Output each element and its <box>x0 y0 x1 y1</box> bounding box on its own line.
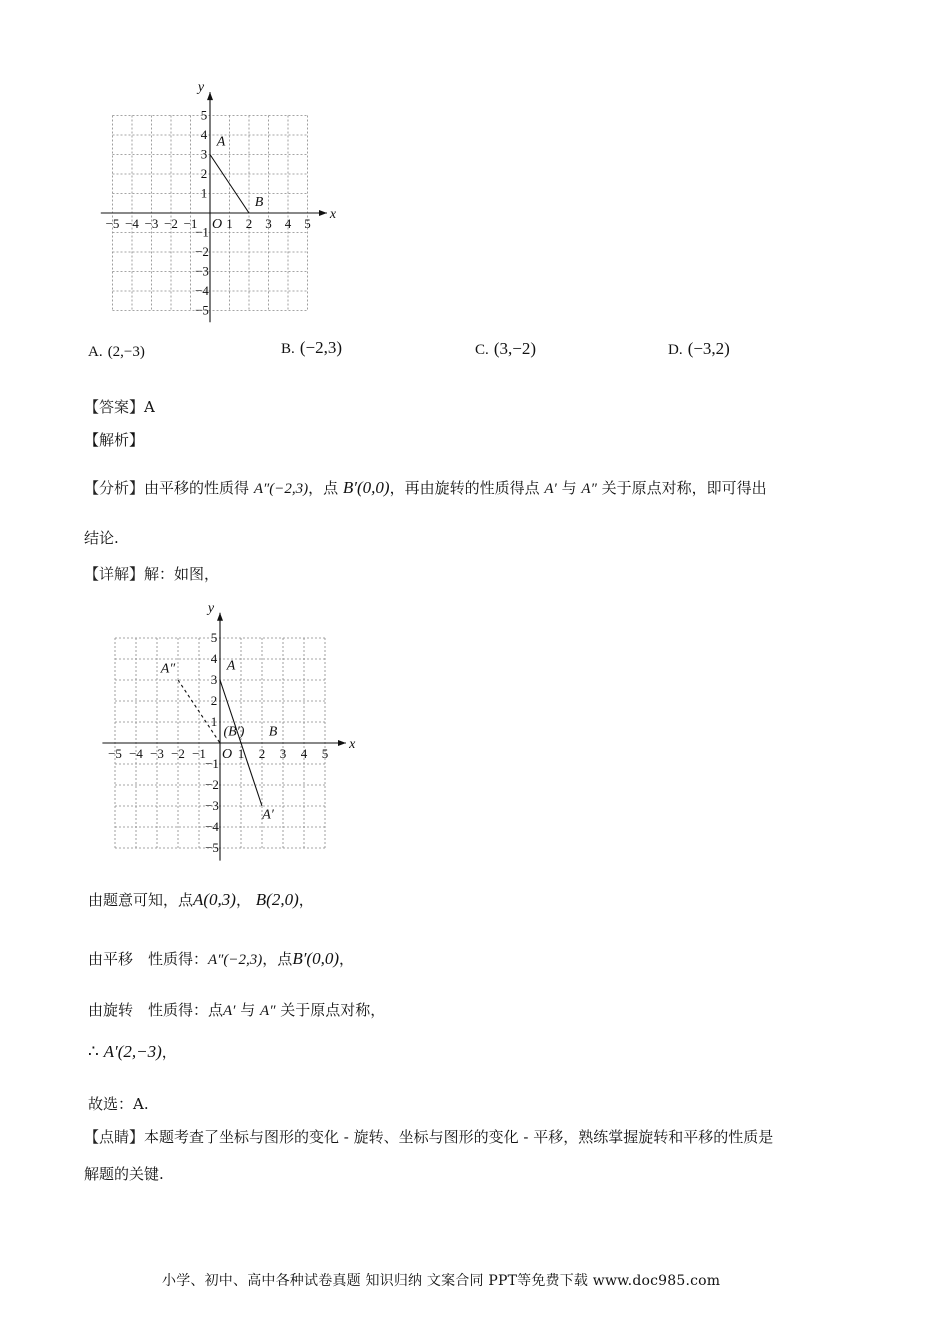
fenxi-line-1 <box>84 477 767 498</box>
step-2-text-2: ，点 <box>262 950 293 968</box>
option-b-value: (−2,3) <box>299 338 343 357</box>
x-tick-label: −1 <box>192 746 206 761</box>
x-tick-label: 5 <box>321 746 329 761</box>
step-1 <box>88 889 314 910</box>
coordinate-figure-2 <box>80 596 370 864</box>
option-c-value: (3,−2) <box>493 339 537 358</box>
step-4 <box>88 1041 177 1062</box>
analysis-tag: 【解析】 <box>84 431 145 449</box>
x-tick-label: 5 <box>304 216 311 231</box>
therefore-symbol: ∴ <box>88 1042 99 1062</box>
origin-label: O <box>211 217 223 232</box>
y-tick-label: 2 <box>210 693 218 708</box>
point-b-label: B <box>268 724 278 740</box>
step-2-text-1: 由平移 性质得： <box>88 950 209 968</box>
fenxi-text-2: ，点 <box>308 479 339 497</box>
step-3-math-2: A″ <box>260 1003 276 1019</box>
y-tick-label: 3 <box>200 146 208 162</box>
y-tick-label: 1 <box>210 714 218 729</box>
step-1-math-1: A(0,3) <box>193 890 236 909</box>
x-axis-arrow <box>319 210 327 216</box>
step-4-text-2: ， <box>161 1043 177 1061</box>
x-tick-label: −5 <box>105 216 120 231</box>
option-a <box>88 341 145 361</box>
y-tick-label: −1 <box>205 756 219 771</box>
step-1-math-2: B(2,0) <box>255 890 299 909</box>
y-tick-label: 4 <box>210 651 218 666</box>
x-tick-label: −2 <box>171 746 185 761</box>
x-tick-label: −3 <box>150 746 164 761</box>
x-tick-label: −5 <box>108 746 122 761</box>
y-tick-label: 5 <box>210 630 218 645</box>
step-2-math-1: A″(−2,3) <box>208 952 263 968</box>
y-tick-label: −3 <box>195 263 209 279</box>
step-1-text-3: ， <box>298 891 314 909</box>
x-tick-label: 3 <box>279 746 287 761</box>
dianjing-text-1: 本题考查了坐标与图形的变化 - 旋转、坐标与图形的变化 - 平移，熟练掌握旋转和平移的性质是 <box>144 1128 774 1146</box>
x-tick-label: 4 <box>284 216 292 231</box>
fenxi-math-2: B′(0,0) <box>342 478 390 497</box>
y-tick-label: −4 <box>205 819 219 834</box>
point-a-label: A <box>216 134 226 150</box>
step-2 <box>88 948 354 969</box>
y-tick-label: 3 <box>210 672 218 687</box>
fenxi-text-1: 由平移的性质得 <box>144 479 250 497</box>
x-tick-label: 1 <box>237 746 245 761</box>
point-b-label: B <box>254 195 264 211</box>
option-d-value: (−3,2) <box>687 339 730 358</box>
step-3-math-1: A′ <box>223 1003 236 1019</box>
x-tick-label: −3 <box>144 216 159 231</box>
y-tick-label: −2 <box>205 777 219 792</box>
detail-text: 解：如图， <box>144 565 220 583</box>
y-tick-label: −4 <box>195 283 209 298</box>
fenxi-math-1: A″(−2,3) <box>253 481 309 497</box>
x-tick-label: −1 <box>183 216 198 231</box>
option-a-value: (2,−3) <box>107 344 145 360</box>
point-a-prime-label: A′ <box>262 807 274 823</box>
step-2-text-3: ， <box>339 950 355 968</box>
y-tick-label: −5 <box>205 840 219 855</box>
fenxi-text-3: ，再由旋转的性质得点 <box>389 479 540 497</box>
figure-marks <box>101 92 327 322</box>
y-axis-label: y <box>207 600 215 616</box>
answer-value: A <box>144 398 155 416</box>
point-b-prime-label: (B′) <box>223 724 245 740</box>
y-tick-label: −2 <box>195 244 209 259</box>
x-tick-label: −2 <box>164 216 178 231</box>
segment-dashed-a-double-prime <box>178 680 220 743</box>
option-d <box>668 339 730 359</box>
y-tick-label: −1 <box>195 224 209 240</box>
fenxi-line-2: 结论. <box>84 529 119 547</box>
y-tick-label: −3 <box>205 798 219 813</box>
y-tick-label: −5 <box>195 302 209 318</box>
option-c-label: C. <box>475 342 489 358</box>
y-axis-arrow <box>207 92 213 100</box>
dianjing-tag: 【点睛】 <box>84 1128 145 1146</box>
x-tick-label: −4 <box>125 216 139 231</box>
option-d-label: D. <box>668 342 683 358</box>
x-axis-label: x <box>349 737 356 752</box>
x-tick-label: 2 <box>245 216 253 231</box>
y-axis-arrow <box>217 613 223 621</box>
y-tick-label: 2 <box>200 166 208 181</box>
x-tick-label: 4 <box>300 746 308 761</box>
y-tick-label: 5 <box>200 107 208 123</box>
step-1-text-1: 由题意可知，点 <box>88 891 194 909</box>
coordinate-figure-1 <box>80 70 350 330</box>
option-b <box>281 338 342 358</box>
dianjing-line-1 <box>84 1126 773 1147</box>
detail-tag: 【详解】 <box>84 565 145 583</box>
y-tick-label: 4 <box>200 127 208 142</box>
x-axis-arrow <box>338 740 346 746</box>
x-tick-label: 2 <box>258 746 266 761</box>
step-4-math-1: A′(2,−3) <box>103 1042 162 1061</box>
fenxi-text-5: 关于原点对称，即可得出 <box>601 479 767 497</box>
point-a-double-prime-label: A″ <box>160 661 176 677</box>
x-tick-label: 1 <box>226 216 233 231</box>
step-3-text-2: 与 <box>240 1001 256 1019</box>
fenxi-math-4: A″ <box>581 481 597 497</box>
step-2-math-2: B′(0,0) <box>292 949 339 968</box>
fenxi-math-3: A′ <box>544 481 557 497</box>
option-c <box>475 339 536 359</box>
point-a-label: A <box>226 658 236 674</box>
dianjing-line-2: 解题的关键. <box>84 1165 164 1183</box>
step-3-text-1: 由旋转 性质得：点 <box>88 1001 224 1019</box>
answer-tag: 【答案】 <box>84 398 145 416</box>
figure-labels <box>108 601 356 855</box>
option-a-label: A. <box>88 344 103 360</box>
origin-label: O <box>221 747 233 762</box>
x-tick-label: 3 <box>265 216 272 231</box>
y-axis-label: y <box>197 80 205 96</box>
fenxi-text-4: 与 <box>561 479 577 497</box>
step-1-text-2: ， <box>235 891 251 909</box>
step-3-text-3: 关于原点对称， <box>280 1001 386 1019</box>
choose-line: 故选：A. <box>88 1095 149 1113</box>
step-3 <box>88 999 385 1020</box>
option-b-label: B. <box>281 341 295 357</box>
answer-line <box>84 396 155 417</box>
detail-line <box>84 563 219 584</box>
y-tick-label: 1 <box>200 185 208 201</box>
x-tick-label: −4 <box>129 746 143 761</box>
x-axis-label: x <box>329 207 337 222</box>
fenxi-tag: 【分析】 <box>84 479 145 497</box>
footer-text: 小学、初中、高中各种试卷真题 知识归纳 文案合同 PPT等免费下载 www.doc985.com <box>162 1273 721 1289</box>
